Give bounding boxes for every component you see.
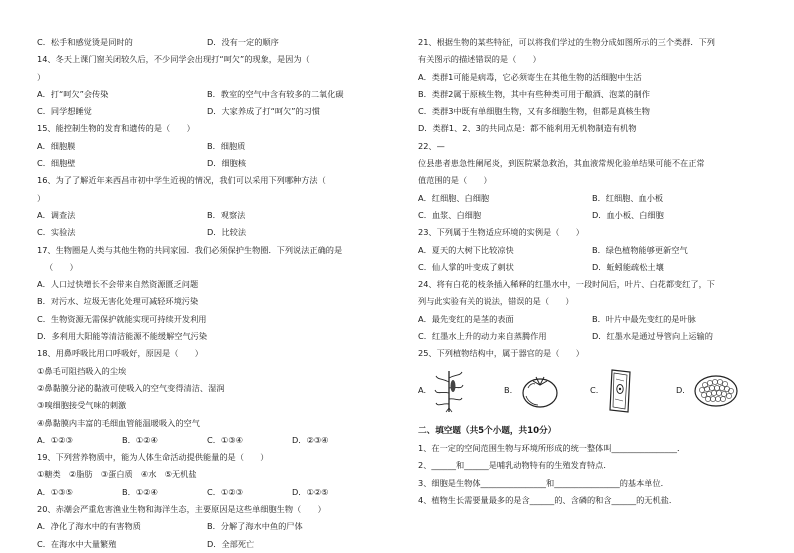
question-24-stem: 24、将有白花的枝条插入稀释的红墨水中，一段时间后，叶片、白花都变红了，下 bbox=[418, 279, 715, 290]
question-14-stem-cont: ） bbox=[37, 71, 46, 82]
option-d: D．①②⑤ bbox=[292, 486, 329, 497]
option-b: B．①②④ bbox=[122, 486, 158, 497]
option-c: C．血浆、白细胞 bbox=[418, 209, 482, 220]
option-row bbox=[37, 138, 377, 155]
option-d: D．蚯蚓能疏松土壤 bbox=[592, 261, 664, 272]
figure-c bbox=[590, 367, 676, 415]
question-17-stem: 17、生物圈是人类与其他生物的共同家园．我们必须保护生物圈．下列说法正确的是 bbox=[37, 244, 343, 255]
section-title: 二、填空题（共5个小题，共10分） bbox=[418, 425, 557, 436]
figure-d-label: D. bbox=[676, 384, 685, 395]
option-d: D．细胞核 bbox=[207, 158, 247, 169]
option-row bbox=[418, 207, 763, 224]
option-row bbox=[37, 34, 377, 51]
option-b: B．叶片中最先变红的是叶脉 bbox=[592, 313, 696, 324]
option-d: D．没有一定的顺序 bbox=[207, 37, 279, 47]
option-row bbox=[37, 432, 377, 449]
option-b: B．教室的空气中含有较多的二氧化碳 bbox=[207, 88, 344, 99]
option-a: A．类群1可能是病毒，它必须寄生在其他生物的活细胞中生活 bbox=[418, 71, 642, 82]
question-16-stem-cont: ） bbox=[37, 192, 46, 203]
figure-d bbox=[676, 373, 762, 409]
question-24-stem-cont: 列与此实验有关的说法，错误的是（ ） bbox=[418, 296, 574, 307]
question-21-stem-cont: 有关图示的描述错误的是（ ） bbox=[418, 54, 541, 65]
option-a: A．红细胞、白细胞 bbox=[418, 192, 490, 203]
option-d: D．大家养成了打“呵欠”的习惯 bbox=[207, 106, 321, 117]
option-row bbox=[37, 518, 377, 535]
option-c: C．细胞壁 bbox=[37, 158, 76, 169]
plant-structure-figures bbox=[418, 365, 763, 417]
option-c: C．①②③ bbox=[207, 486, 243, 497]
option-c: C．红墨水上升的动力来自蒸腾作用 bbox=[418, 331, 547, 342]
statement-1: ①鼻毛可阻挡吸入的尘埃 bbox=[37, 365, 127, 376]
option-d: D．血小板、白细胞 bbox=[592, 209, 664, 220]
question-22-stem-cont: 值范围的是（ ） bbox=[418, 175, 492, 186]
fill-blank-1: 1、在一定的空间范围生物与环境所形成的统一整体叫________________． bbox=[418, 442, 686, 453]
option-row bbox=[37, 224, 377, 241]
figure-a-label: A. bbox=[418, 384, 427, 395]
right-column bbox=[418, 34, 763, 509]
option-row bbox=[37, 484, 377, 501]
option-c: C．松手和感觉烫是同时的 bbox=[37, 37, 133, 47]
option-a: A．细胞膜 bbox=[37, 140, 76, 151]
option-d: D．比较法 bbox=[207, 227, 247, 238]
option-row bbox=[37, 155, 377, 172]
option-row bbox=[37, 103, 377, 120]
option-b: B．红细胞、血小板 bbox=[592, 192, 664, 203]
option-a: A．打“呵欠”会传染 bbox=[37, 88, 109, 99]
statement-2: ②鼻黏膜分泌的黏液可使吸入的空气变得清洁、湿润 bbox=[37, 382, 225, 393]
tomato-fruit-icon bbox=[520, 372, 560, 410]
corn-plant-icon bbox=[434, 368, 464, 414]
option-b: B．分解了海水中鱼的尸体 bbox=[207, 521, 303, 532]
option-row bbox=[418, 311, 763, 328]
question-21-stem: 21、根据生物的某些特征，可以将我们学过的生物分成如图所示的三个类群．下列 bbox=[418, 37, 715, 47]
question-22-stem: 位县患者患急性阑尾炎，到医院紧急救治，其血液常规化验单结果可能不在正常 bbox=[418, 158, 705, 169]
figure-a bbox=[418, 368, 504, 414]
option-b: B．观察法 bbox=[207, 209, 246, 220]
option-a: A．夏天的大树下比较凉快 bbox=[418, 244, 514, 255]
option-row bbox=[418, 259, 763, 276]
question-23-stem: 23、下列属于生物适应环境的实例是（ ） bbox=[418, 227, 584, 238]
option-b: B．细胞质 bbox=[207, 140, 246, 151]
question-20-stem: 20、赤潮会严重危害渔业生物和海洋生态，主要原因是这些单细胞生物（ ） bbox=[37, 504, 326, 515]
option-a: A．人口过快增长不会带来自然资源匮乏问题 bbox=[37, 279, 199, 290]
question-18-stem: 18、用鼻呼吸比用口呼吸好，原因是（ ） bbox=[37, 348, 203, 359]
option-a: A．①②③ bbox=[37, 434, 73, 445]
figure-b bbox=[504, 372, 590, 410]
statement-3: ③嗅细胞接受气味的刺激 bbox=[37, 400, 127, 411]
option-row bbox=[37, 207, 377, 224]
option-a: A．净化了海水中的有害物质 bbox=[37, 521, 141, 532]
question-16-stem: 16、为了了解近年来西昌市初中学生近视的情况，我们可以采用下列哪种方法（ bbox=[37, 175, 326, 186]
fill-blank-4: 4、植物生长需要量最多的是含______的、含磷的和含______的无机盐． bbox=[418, 494, 678, 505]
statement-list: ①糖类 ②脂肪 ③蛋白质 ④水 ⑤无机盐 bbox=[37, 469, 197, 480]
option-c: C．在海水中大量繁殖 bbox=[37, 538, 117, 549]
question-17-stem-cont: （ ） bbox=[45, 261, 78, 272]
question-14-stem: 14、冬天上课门窗关闭较久后，不少同学会出现打“呵欠”的现象，是因为（ bbox=[37, 54, 310, 65]
question-22-number: 22、— bbox=[418, 140, 445, 151]
option-b: B．绿色植物能够更新空气 bbox=[592, 244, 688, 255]
option-d: D．②③④ bbox=[292, 434, 329, 445]
option-d: D．红墨水是通过导管向上运输的 bbox=[592, 331, 713, 342]
option-d: D．类群1、2、3的共同点是：都不能利用无机物制造有机物 bbox=[418, 123, 637, 134]
question-25-stem: 25、下列植物结构中，属于器官的是（ ） bbox=[418, 348, 584, 359]
option-row bbox=[418, 190, 763, 207]
option-row bbox=[418, 328, 763, 345]
option-c: C．生物资源无需保护就能实现可持续开发利用 bbox=[37, 313, 207, 324]
option-d: D．全部死亡 bbox=[207, 538, 255, 549]
statement-4: ④鼻黏膜内丰富的毛细血管能温暖吸入的空气 bbox=[37, 417, 200, 428]
figure-c-label: C. bbox=[590, 384, 599, 395]
plant-cell-icon bbox=[606, 367, 634, 415]
option-c: C．同学想睡觉 bbox=[37, 106, 92, 117]
question-15-stem: 15、能控制生物的发育和遗传的是（ ） bbox=[37, 123, 195, 134]
option-b: B．①②④ bbox=[122, 434, 158, 445]
option-b: B．类群2属于原核生物，其中有些种类可用于酿酒、泡菜的制作 bbox=[418, 88, 650, 99]
fill-blank-2: 2、______和______是哺乳动物特有的生殖发育特点． bbox=[418, 460, 612, 471]
fill-blank-3: 3、细胞是生物体________________和________________的基本单位． bbox=[418, 477, 669, 488]
option-a: A．调查法 bbox=[37, 209, 76, 220]
option-row bbox=[418, 242, 763, 259]
option-c: C．实验法 bbox=[37, 227, 76, 238]
option-a: A．最先变红的是茎的表面 bbox=[418, 313, 514, 324]
question-19-stem: 19、下列营养物质中，能为人体生命活动提供能量的是（ ） bbox=[37, 452, 269, 463]
left-column bbox=[37, 34, 377, 553]
option-c: C．类群3中既有单细胞生物，又有多细胞生物，但都是真核生物 bbox=[418, 106, 650, 117]
option-row bbox=[37, 536, 377, 553]
option-b: B．对污水、垃圾无害化处理可减轻环境污染 bbox=[37, 296, 199, 307]
option-row bbox=[37, 86, 377, 103]
figure-b-label: B. bbox=[504, 384, 513, 395]
option-c: C．仙人掌的叶变成了刺状 bbox=[418, 261, 514, 272]
option-c: C．①③④ bbox=[207, 434, 243, 445]
cell-tissue-icon bbox=[693, 373, 739, 409]
option-a: A．①③⑤ bbox=[37, 486, 73, 497]
option-d: D．多利用大阳能等清洁能源不能缓解空气污染 bbox=[37, 331, 208, 342]
